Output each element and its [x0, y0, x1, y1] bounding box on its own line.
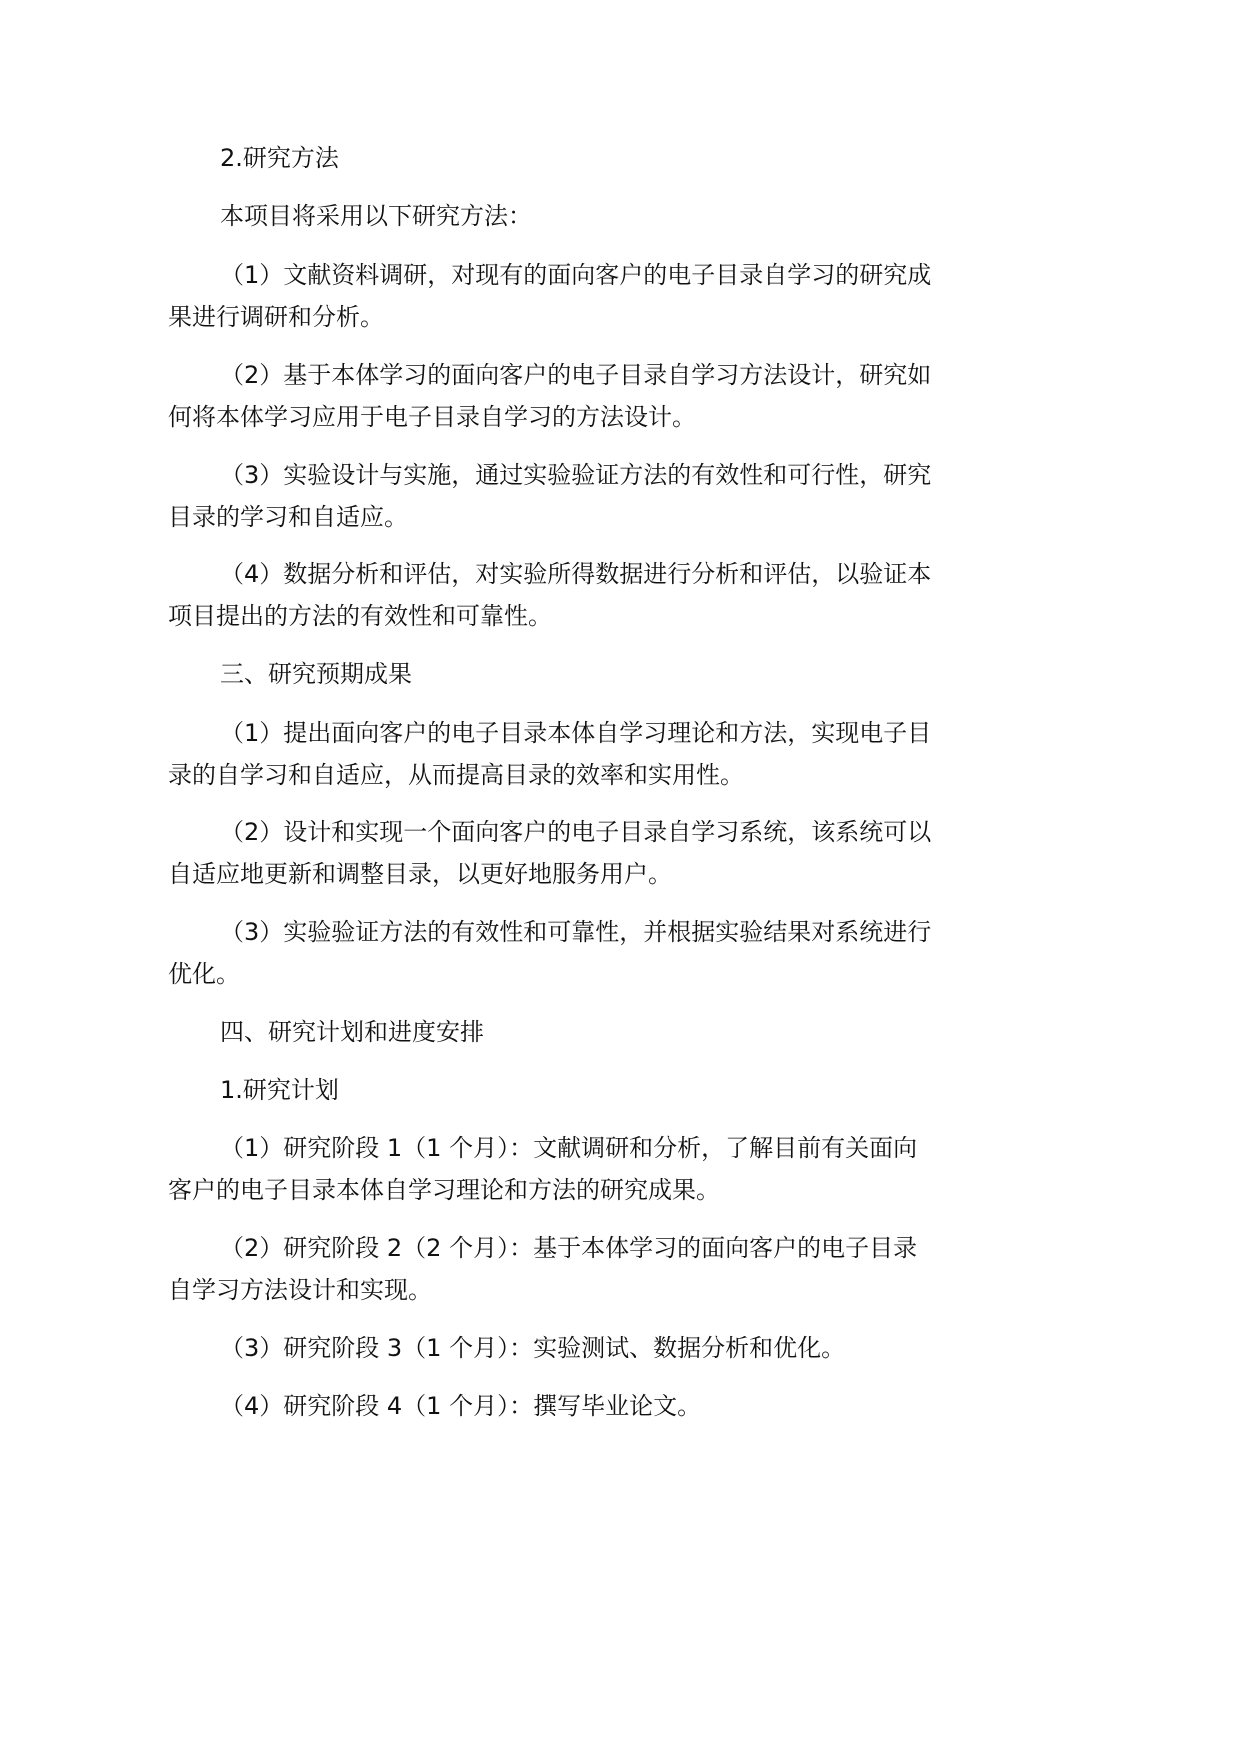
outcome-item-1-line-2: 录的自学习和自适应，从而提高目录的效率和实用性。 — [168, 761, 744, 789]
plan-item-2-line-2: 自学习方法设计和实现。 — [168, 1276, 432, 1304]
method-item-1-line-1: （1）文献资料调研，对现有的面向客户的电子目录自学习的研究成 — [220, 261, 932, 289]
method-item-3-line-1: （3）实验设计与实施，通过实验验证方法的有效性和可行性，研究 — [220, 461, 932, 489]
method-item-4-line-2: 项目提出的方法的有效性和可靠性。 — [168, 602, 552, 630]
method-item-2-line-2: 何将本体学习应用于电子目录自学习的方法设计。 — [168, 403, 696, 431]
plan-item-1-line-2: 客户的电子目录本体自学习理论和方法的研究成果。 — [168, 1176, 720, 1204]
plan-item-3-line-1: （3）研究阶段 3（1 个月）：实验测试、数据分析和优化。 — [220, 1334, 846, 1362]
subheading-research-plan: 1.研究计划 — [220, 1076, 339, 1104]
outcome-item-3-line-2: 优化。 — [168, 960, 240, 988]
plan-item-1-line-1: （1）研究阶段 1（1 个月）：文献调研和分析，了解目前有关面向 — [220, 1134, 918, 1162]
outcome-item-1-line-1: （1）提出面向客户的电子目录本体自学习理论和方法，实现电子目 — [220, 719, 932, 747]
outcome-item-2-line-2: 自适应地更新和调整目录，以更好地服务用户。 — [168, 860, 672, 888]
outcome-item-2-line-1: （2）设计和实现一个面向客户的电子目录自学习系统，该系统可以 — [220, 818, 932, 846]
method-item-2-line-1: （2）基于本体学习的面向客户的电子目录自学习方法设计，研究如 — [220, 361, 932, 389]
section-heading-research-plan-schedule: 四、研究计划和进度安排 — [220, 1018, 484, 1046]
section-heading-expected-outcomes: 三、研究预期成果 — [220, 660, 412, 688]
plan-item-4-line-1: （4）研究阶段 4（1 个月）：撰写毕业论文。 — [220, 1392, 702, 1420]
method-item-4-line-1: （4）数据分析和评估，对实验所得数据进行分析和评估，以验证本 — [220, 560, 932, 588]
method-item-1-line-2: 果进行调研和分析。 — [168, 303, 384, 331]
method-intro-text: 本项目将采用以下研究方法： — [220, 202, 532, 230]
method-item-3-line-2: 目录的学习和自适应。 — [168, 503, 408, 531]
section-heading-research-method: 2.研究方法 — [220, 144, 339, 172]
outcome-item-3-line-1: （3）实验验证方法的有效性和可靠性，并根据实验结果对系统进行 — [220, 918, 932, 946]
plan-item-2-line-1: （2）研究阶段 2（2 个月）：基于本体学习的面向客户的电子目录 — [220, 1234, 918, 1262]
